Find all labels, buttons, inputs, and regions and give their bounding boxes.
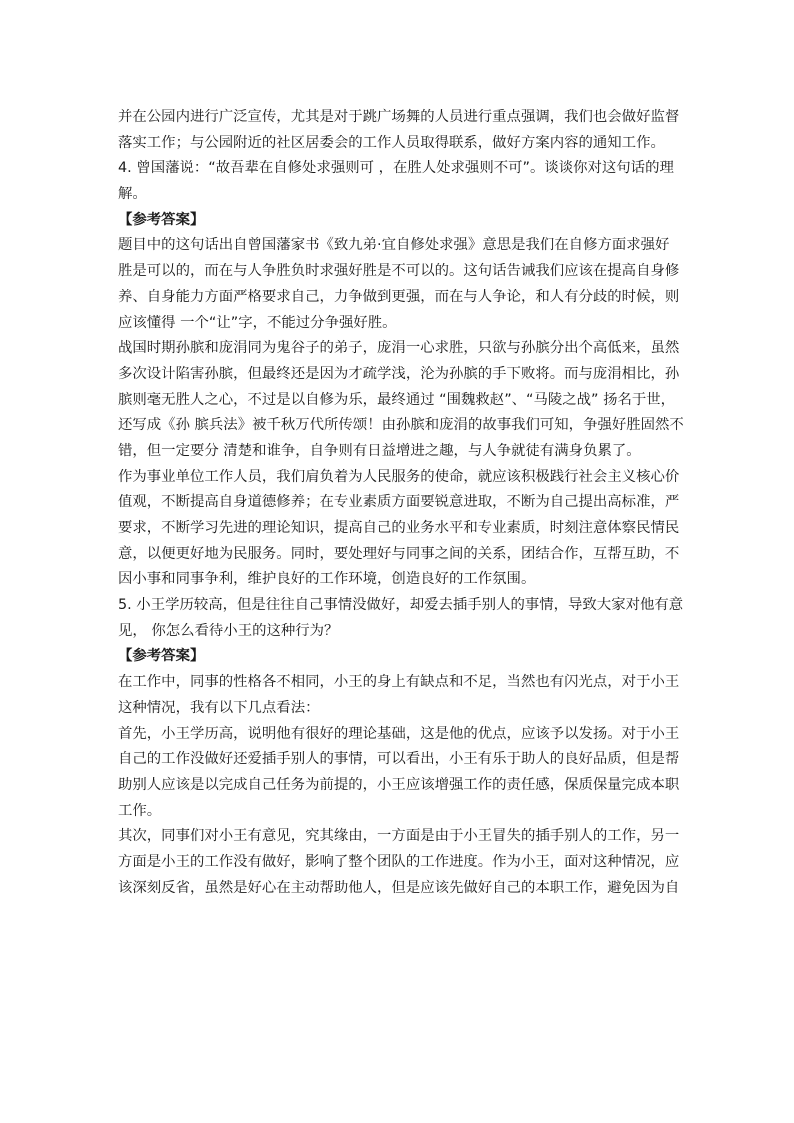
answer-paragraph — [118, 336, 686, 464]
text-line: 落实工作；与公园附近的社区居委会的工作人员取得联系，做好方案内容的通知工作。 — [118, 134, 665, 151]
text-line: 其次，同事们对小王有意见，究其缘由，一方面是由于小王冒失的插手别人的工作，另一 — [118, 828, 680, 845]
text-line: 【参考答案】 — [118, 648, 205, 665]
text-line: 助别人应该是以完成自己任务为前提的，小王应该增强工作的责任感，保质保量完成本职 — [118, 776, 680, 793]
text-line: 工作。 — [118, 802, 162, 819]
text-line: 首先，小王学历高，说明他有很好的理论基础，这是他的优点，应该予以发扬。对于小王 — [118, 725, 680, 742]
text-line: 错，但一定要分 清楚和谁争，自争则有日益增进之趣，与人争就徒有满身负累了。 — [118, 442, 641, 459]
answer-paragraph — [118, 465, 686, 593]
text-line: 【参考答案】 — [118, 211, 205, 228]
answer-paragraph — [118, 105, 686, 156]
text-line: 自己的工作没做好还爱插手别人的事情，可以看出，小王有乐于助人的良好品质，但是帮 — [118, 751, 680, 768]
text-line: 作为事业单位工作人员，我们肩负着为人民服务的使命，就应该积极践行社会主义核心价 — [118, 468, 680, 485]
answer-heading — [118, 644, 686, 670]
question-paragraph — [118, 593, 686, 644]
document-body — [118, 105, 686, 901]
answer-paragraph — [118, 233, 686, 336]
text-line: 膑则毫无胜人之心，不过是以自修为乐，最终通过 “围魏救赵”、“马陵之战” 扬名于世， — [118, 391, 676, 408]
text-line: 要求，不断学习先进的理论知识，提高自己的业务水平和专业素质，时刻注意体察民情民 — [118, 520, 680, 536]
text-line: 值观，不断提高自身道德修养；在专业素质方面要锐意进取，不断为自己提出高标准，严 — [118, 494, 680, 511]
answer-paragraph — [118, 824, 686, 901]
question-paragraph — [118, 156, 686, 207]
text-line: 解。 — [118, 186, 147, 203]
text-line: 并在公园内进行广泛宣传，尤其是对于跳广场舞的人员进行重点强调，我们也会做好监督 — [118, 109, 680, 125]
answer-paragraph — [118, 722, 686, 825]
text-line: 还写成《孙 膑兵法》被千秋万代所传颂！由孙膑和庞涓的故事我们可知，争强好胜固然不 — [118, 417, 684, 434]
text-line: 这种情况，我有以下几点看法： — [118, 699, 320, 716]
text-line: 题目中的这句话出自曾国藩家书《致九弟·宜自修处求强》意思是我们在自修方面求强好 — [118, 237, 670, 254]
text-line: 胜是可以的，而在与人争胜负时求强好胜是不可以的。这句话告诫我们应该在提高自身修 — [118, 263, 680, 280]
text-line: 因小事和同事争利，维护良好的工作环境，创造良好的工作氛围。 — [118, 571, 536, 588]
text-line: 见， 你怎么看待小王的这种行为？ — [118, 622, 339, 639]
text-line: 4. 曾国藩说：“故吾辈在自修处求强则可 ，在胜人处求强则不可”。谈谈你对这句话的理 — [118, 160, 674, 177]
text-line: 多次设计陷害孙膑，但最终还是因为才疏学浅，沦为孙膑的手下败将。而与庞涓相比，孙 — [118, 365, 680, 382]
text-line: 在工作中，同事的性格各不相同，小王的身上有缺点和不足，当然也有闪光点，对于小王 — [118, 674, 680, 691]
text-line: 战国时期孙膑和庞涓同为鬼谷子的弟子，庞涓一心求胜，只欲与孙膑分出个高低来，虽然 — [118, 340, 680, 357]
text-line: 5. 小王学历较高，但是往往自己事情没做好，却爱去插手别人的事情，导致大家对他有意 — [118, 597, 684, 614]
text-line: 应该懂得 一个“让”字，不能过分争强好胜。 — [118, 314, 397, 331]
text-line: 方面是小王的工作没有做好，影响了整个团队的工作进度。作为小王，面对这种情况，应 — [118, 853, 680, 870]
text-line: 该深刻反省，虽然是好心在主动帮助他人，但是应该先做好自己的本职工作，避免因为自 — [118, 879, 680, 896]
answer-paragraph — [118, 670, 686, 721]
text-line: 养、自身能力方面严格要求自己，力争做到更强，而在与人争论，和人有分歧的时候，则 — [118, 288, 680, 305]
text-line: 意，以便更好地为民服务。同时，要处理好与同事之间的关系，团结合作，互帮互助，不 — [118, 545, 680, 562]
answer-heading — [118, 208, 686, 234]
